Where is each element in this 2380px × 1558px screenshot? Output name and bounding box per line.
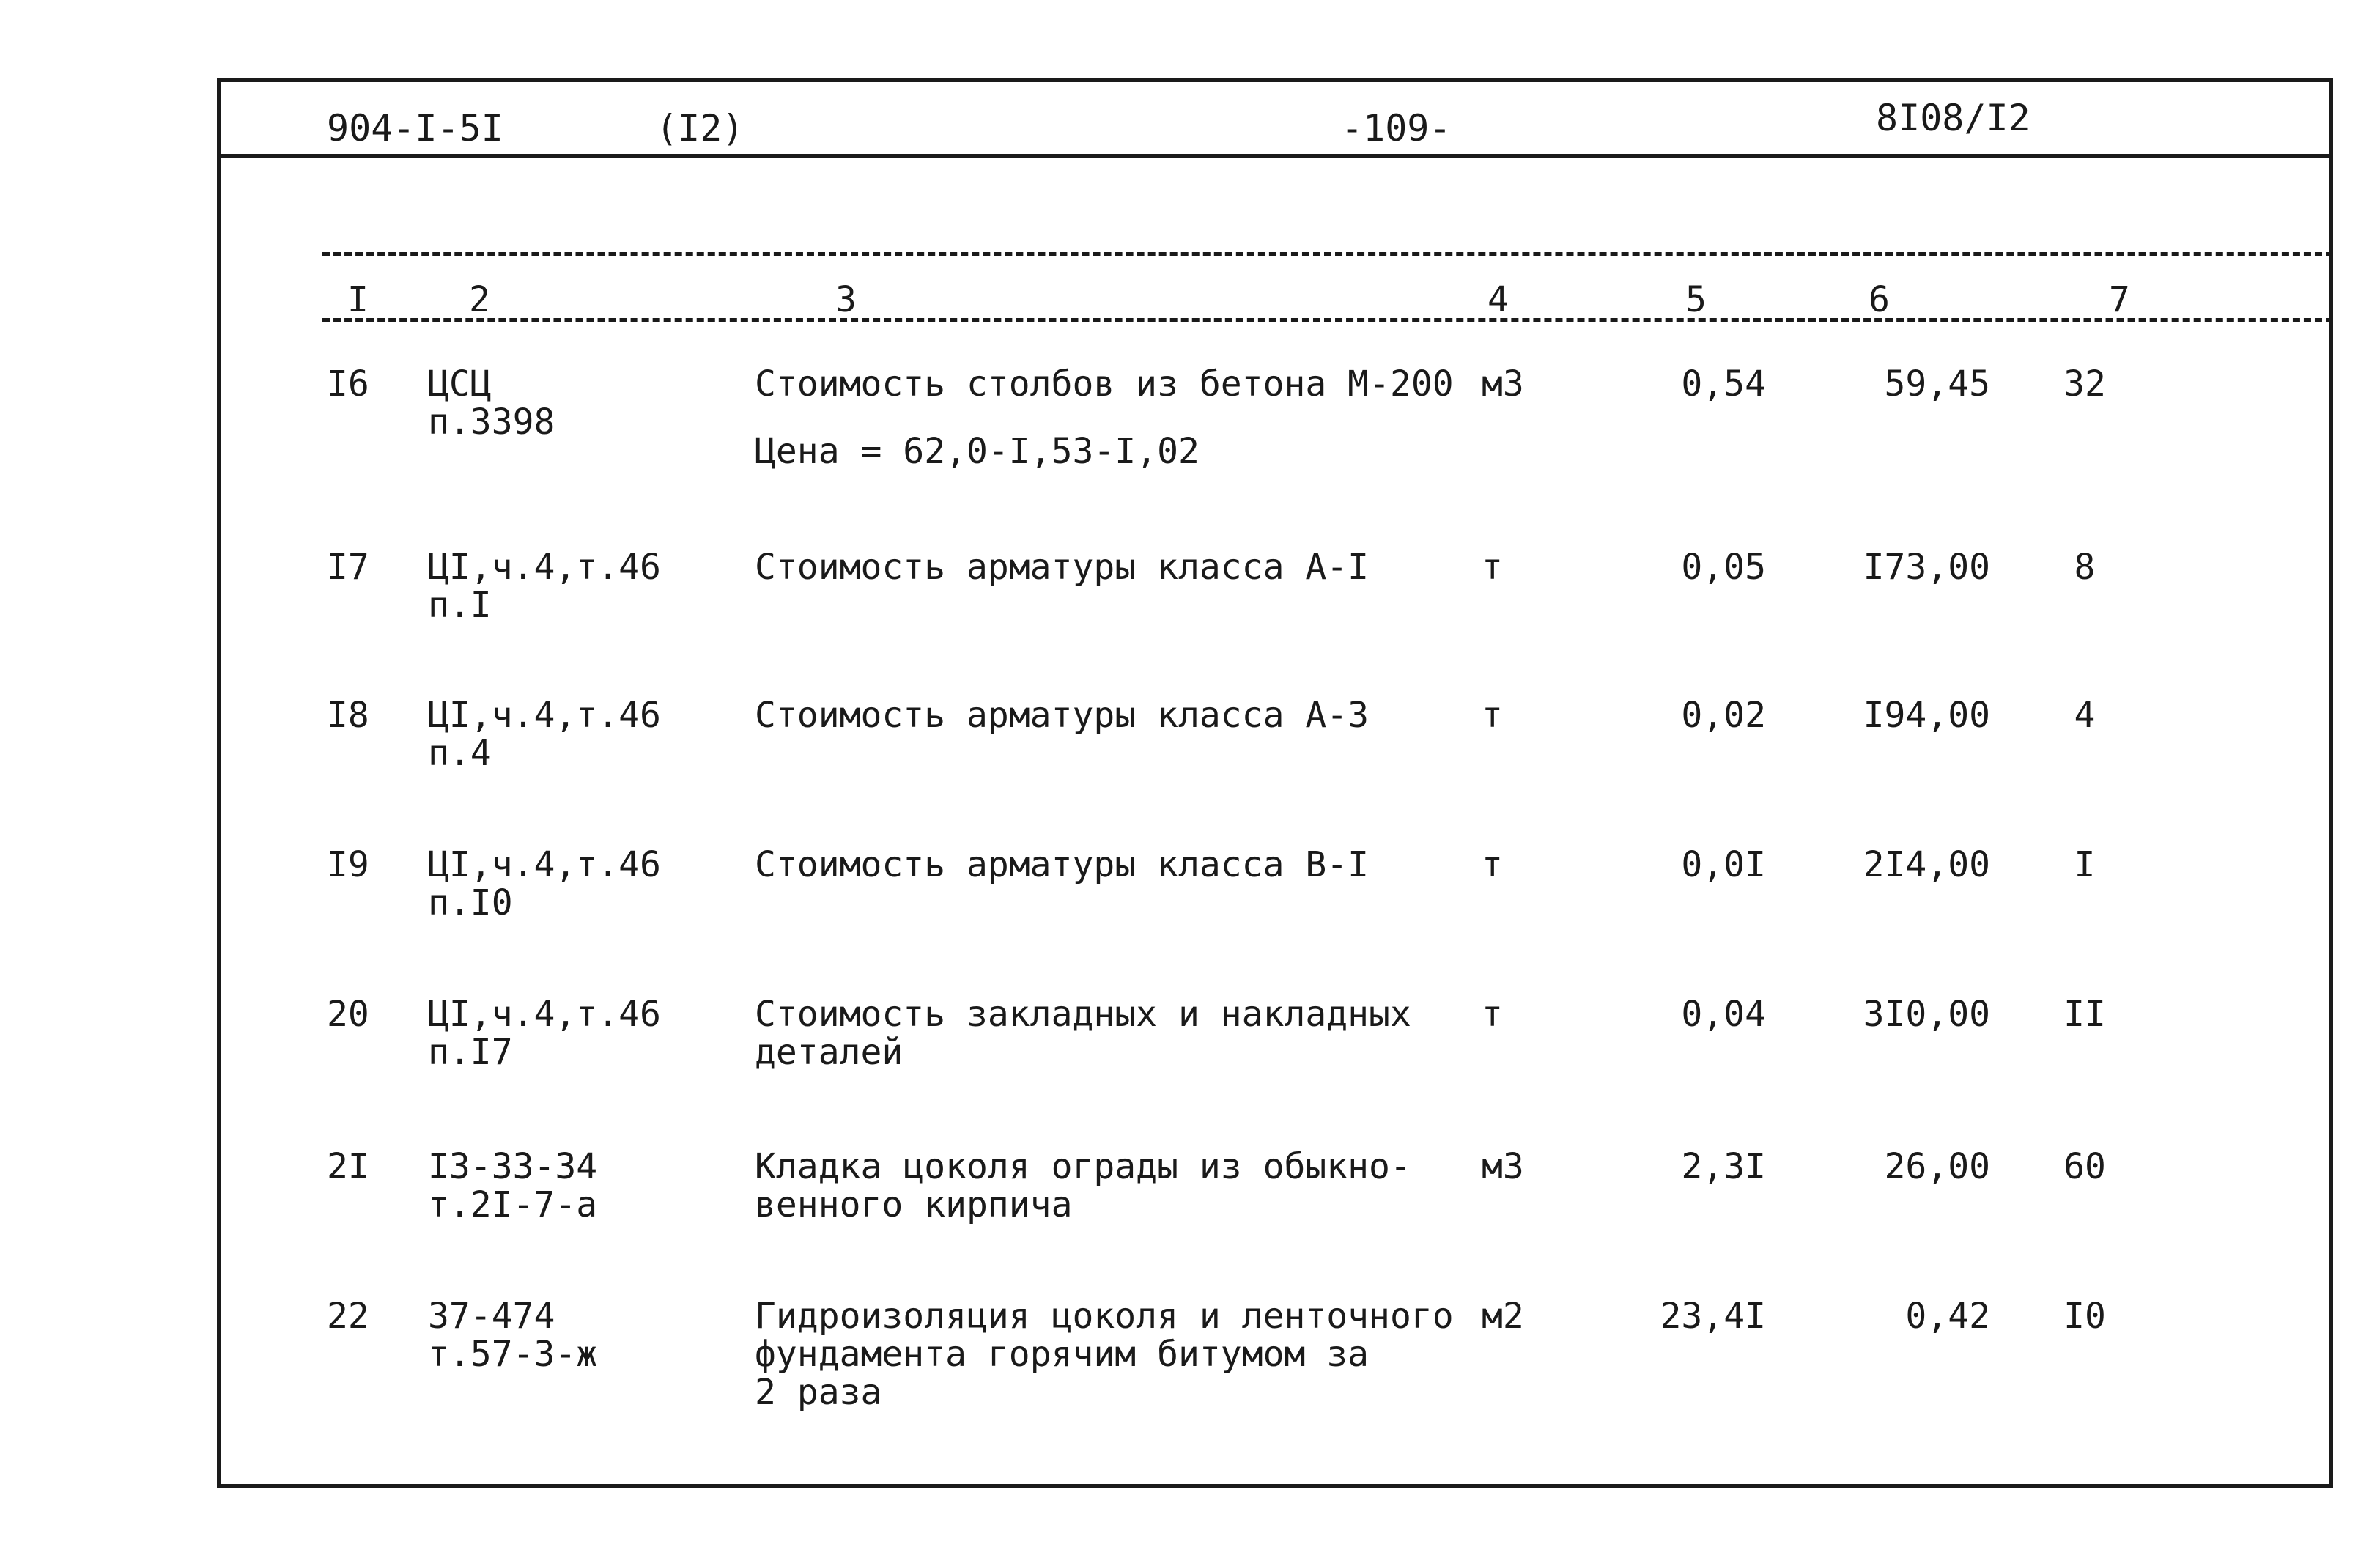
row-unit-price: 59,45	[1884, 363, 1990, 405]
column-number: 6	[1869, 279, 1890, 320]
row-number: I9	[327, 844, 369, 885]
doc-part: (I2)	[656, 107, 744, 149]
column-number: I	[347, 279, 369, 320]
row-unit: м3	[1482, 1146, 1524, 1187]
row-reference: ЦСЦ п.3398	[428, 363, 555, 443]
row-total: II	[2063, 994, 2106, 1035]
row-quantity: 0,02	[1681, 695, 1766, 736]
row-total: 4	[2074, 695, 2096, 736]
row-description: Стоимость арматуры класса В-I	[755, 844, 1370, 885]
header-rule	[217, 154, 2333, 158]
row-number: 20	[327, 994, 369, 1035]
row-reference: ЦI,ч.4,т.46 п.4	[428, 695, 661, 774]
row-description: Гидроизоляция цоколя и ленточного фундамента горячим битумом за 2 раза	[755, 1296, 1454, 1413]
row-reference: ЦI,ч.4,т.46 п.I0	[428, 844, 661, 923]
row-description: Стоимость закладных и накладных деталей	[755, 994, 1411, 1073]
row-quantity: 0,0I	[1681, 844, 1766, 885]
row-reference: ЦI,ч.4,т.46 п.I	[428, 547, 661, 626]
row-number: I6	[327, 363, 369, 405]
row-unit: м2	[1482, 1296, 1524, 1337]
row-unit-price: 26,00	[1884, 1146, 1990, 1187]
row-unit: т	[1482, 844, 1503, 885]
column-number: 7	[2109, 279, 2130, 320]
row-unit-price: 0,42	[1905, 1296, 1990, 1337]
row-unit: т	[1482, 547, 1503, 588]
row-number: I8	[327, 695, 369, 736]
row-description: Кладка цоколя ограды из обыкно- венного кирпича	[755, 1146, 1411, 1225]
row-total: 32	[2063, 363, 2106, 405]
row-unit-price: 3I0,00	[1863, 994, 1990, 1035]
column-number: 4	[1488, 279, 1509, 320]
row-reference: I3-33-34 т.2I-7-а	[428, 1146, 598, 1225]
row-price-note: Цена = 62,0-I,53-I,02	[755, 431, 1200, 472]
row-reference: 37-474 т.57-3-ж	[428, 1296, 598, 1375]
row-unit: т	[1482, 994, 1503, 1035]
sheet-code: 8I08/I2	[1876, 97, 2030, 139]
row-unit: м3	[1482, 363, 1524, 405]
row-quantity: 0,04	[1681, 994, 1766, 1035]
row-description: Стоимость арматуры класса А-3	[755, 695, 1370, 736]
row-quantity: 0,54	[1681, 363, 1766, 405]
page-frame	[217, 78, 2333, 1488]
row-unit: т	[1482, 695, 1503, 736]
doc-code: 904-I-5I	[327, 107, 503, 149]
row-total: I0	[2063, 1296, 2106, 1337]
column-number: 2	[469, 279, 490, 320]
column-number: 3	[835, 279, 857, 320]
row-quantity: 23,4I	[1660, 1296, 1766, 1337]
row-unit-price: I94,00	[1863, 695, 1990, 736]
row-quantity: 2,3I	[1681, 1146, 1766, 1187]
column-number-rule	[322, 318, 2333, 322]
row-number: 22	[327, 1296, 369, 1337]
column-number: 5	[1685, 279, 1707, 320]
row-quantity: 0,05	[1681, 547, 1766, 588]
row-description: Стоимость столбов из бетона М-200	[755, 363, 1454, 405]
row-unit-price: 2I4,00	[1863, 844, 1990, 885]
row-number: I7	[327, 547, 369, 588]
row-description: Стоимость арматуры класса А-I	[755, 547, 1370, 588]
row-total: I	[2074, 844, 2096, 885]
row-number: 2I	[327, 1146, 369, 1187]
row-total: 8	[2074, 547, 2096, 588]
row-reference: ЦI,ч.4,т.46 п.I7	[428, 994, 661, 1073]
page-number: -109-	[1341, 107, 1452, 149]
row-total: 60	[2063, 1146, 2106, 1187]
table-top-rule	[322, 252, 2333, 256]
row-unit-price: I73,00	[1863, 547, 1990, 588]
